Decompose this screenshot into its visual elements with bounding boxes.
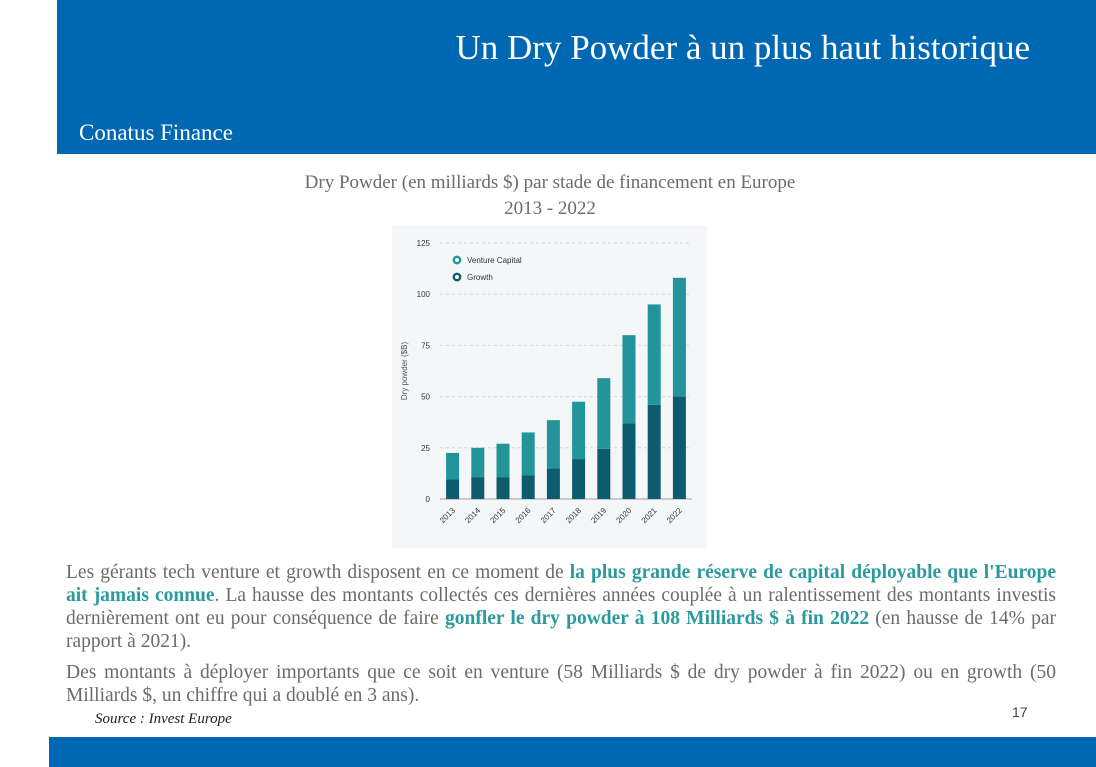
source-note: Source : Invest Europe	[95, 711, 232, 727]
chart-caption-line1: Dry Powder (en milliards $) par stade de financement en Europe	[304, 172, 796, 193]
header-banner	[57, 0, 1096, 154]
bar-venture-capital	[446, 453, 459, 480]
y-tick-label: 25	[421, 443, 430, 453]
stacked-bar-chart	[392, 226, 707, 548]
legend-marker	[454, 257, 460, 263]
p1-highlight-2: gonfler le dry powder à 108 Milliards $ à fin 2022	[445, 608, 870, 629]
y-axis-label: Dry powder ($B)	[400, 341, 409, 401]
p1-text-a: Les gérants tech venture et growth disposent en ce moment de	[66, 562, 570, 583]
y-tick-label: 50	[421, 392, 430, 402]
paragraph-2: Des montants à déployer importants que ce soit en venture (58 Milliards $ de dry powder à fin 2022) ou en growth (50 Milliards $, un chiffre qui a doublé en 3 ans).	[66, 662, 1056, 706]
x-tick-label: 2019	[589, 506, 609, 525]
p1-text-b: . La hausse des montants collectés ces dernières années couplée à un ralentissement des montants investis dernièrement ont eu pour conséquence de faire	[66, 585, 1056, 629]
x-tick-label: 2018	[564, 506, 584, 525]
bar-venture-capital	[673, 278, 686, 397]
x-tick-label: 2014	[463, 506, 483, 525]
x-tick-label: 2017	[538, 506, 558, 525]
x-tick-label: 2015	[488, 506, 508, 525]
chart-caption-line2: 2013 - 2022	[504, 198, 596, 219]
x-tick-label: 2021	[639, 506, 659, 525]
x-tick-label: 2020	[614, 506, 634, 525]
p1-highlight-1: la plus grande réserve de capital déployable que l'Europe ait jamais connue	[66, 562, 1056, 606]
chart-container	[392, 226, 707, 548]
bar-venture-capital	[597, 378, 610, 449]
bar-venture-capital	[648, 304, 661, 404]
y-tick-label: 75	[421, 341, 430, 351]
bar-growth	[673, 397, 686, 499]
paragraph-1	[66, 561, 1056, 653]
bar-growth	[547, 468, 560, 499]
y-tick-label: 125	[416, 239, 430, 248]
bar-growth	[471, 477, 484, 499]
bar-venture-capital	[547, 420, 560, 468]
bar-growth	[497, 477, 510, 499]
y-tick-label: 0	[425, 495, 430, 504]
bar-venture-capital	[497, 444, 510, 478]
x-tick-label: 2013	[438, 506, 458, 525]
bar-venture-capital	[471, 448, 484, 478]
bar-venture-capital	[572, 402, 585, 459]
bar-venture-capital	[623, 335, 636, 423]
bar-growth	[572, 459, 585, 499]
x-tick-label: 2016	[513, 506, 533, 525]
chart-caption	[200, 170, 900, 222]
bar-growth	[446, 480, 459, 499]
p1-text-c: (en hausse de 14% par rapport à 2021).	[66, 608, 1056, 652]
bar-venture-capital	[522, 432, 535, 475]
legend-marker	[454, 274, 460, 280]
bar-growth	[648, 405, 661, 499]
brand-name: Conatus Finance	[79, 120, 233, 145]
legend-label: Venture Capital	[467, 256, 522, 265]
footer-bar	[49, 737, 1096, 767]
legend-label: Growth	[467, 273, 493, 282]
slide-title: Un Dry Powder à un plus haut historique	[455, 28, 1030, 67]
bar-growth	[597, 449, 610, 499]
bar-growth	[623, 423, 636, 499]
bar-growth	[522, 475, 535, 499]
page-number: 17	[1012, 704, 1028, 720]
x-tick-label: 2022	[664, 506, 684, 525]
body-text	[66, 561, 1056, 715]
y-tick-label: 100	[416, 290, 430, 300]
